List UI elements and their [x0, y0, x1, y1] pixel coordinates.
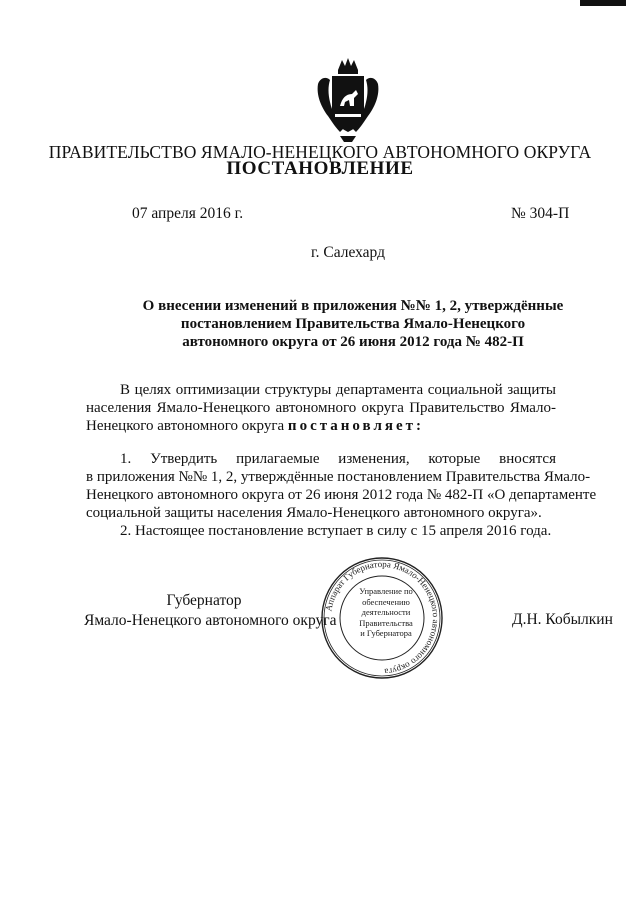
- item-line: социальной защиты населения Ямало-Ненецкого автономного округа».: [86, 505, 542, 521]
- item-line: Ненецкого автономного округа от 26 июня 2012 года № 482-П «О департаменте: [86, 487, 597, 503]
- signer-position-line: Губернатор: [166, 592, 242, 609]
- stamp-line: и Губернатора: [360, 628, 412, 638]
- subject-line: постановлением Правительства Ямало-Ненецкого: [180, 316, 526, 332]
- document-number: № 304-П: [511, 205, 570, 222]
- item-line: 2. Настоящее постановление вступает в силу с 15 апреля 2016 года.: [120, 523, 552, 539]
- preamble-line: [86, 417, 556, 435]
- preamble-line: В целях оптимизации структуры департамента социальной защиты: [120, 382, 556, 398]
- government-title: ПРАВИТЕЛЬСТВО ЯМАЛО-НЕНЕЦКОГО АВТОНОМНОГО ОКРУГА: [48, 142, 592, 162]
- stamp-line: Правительства: [359, 617, 413, 628]
- stamp-ring-path: Аппарат Губернатора Ямало-Ненецкого автономного округа: [323, 558, 442, 677]
- stamp-line: обеспечению: [362, 596, 410, 607]
- scan-corner-mark: [580, 0, 626, 6]
- signer-position-line: Ямало-Ненецкого автономного округа: [84, 612, 337, 629]
- signer-name: Д.Н. Кобылкин: [512, 611, 613, 628]
- preamble-paragraph: [86, 381, 556, 435]
- document-date: 07 апреля 2016 г.: [132, 205, 244, 222]
- resolution-items: [86, 450, 597, 540]
- signer-position: [84, 591, 337, 631]
- resolution-keyword: постановляет:: [287, 418, 424, 434]
- issue-city: г. Салехард: [311, 244, 385, 261]
- preamble-text: Ненецкого автономного округа: [86, 418, 288, 434]
- stamp-line: деятельности: [361, 607, 411, 617]
- stamp-center-text: [350, 586, 422, 639]
- subject-line: автономного округа от 26 июня 2012 года № 482-П: [182, 334, 524, 350]
- item-line: 1. Утвердить прилагаемые изменения, которые вносятся: [120, 451, 556, 467]
- preamble-line: населения Ямало-Ненецкого автономного округа Правительство Ямало-: [86, 400, 556, 416]
- coat-of-arms-icon: [316, 56, 380, 142]
- subject-line: О внесении изменений в приложения №№ 1, 2, утверждённые: [142, 298, 564, 314]
- stamp-line: Управление по: [359, 586, 413, 596]
- document-type-heading: ПОСТАНОВЛЕНИЕ: [226, 158, 414, 179]
- document-subject: [118, 297, 588, 351]
- item-line: в приложения №№ 1, 2, утверждённые постановлением Правительства Ямало-: [86, 469, 591, 485]
